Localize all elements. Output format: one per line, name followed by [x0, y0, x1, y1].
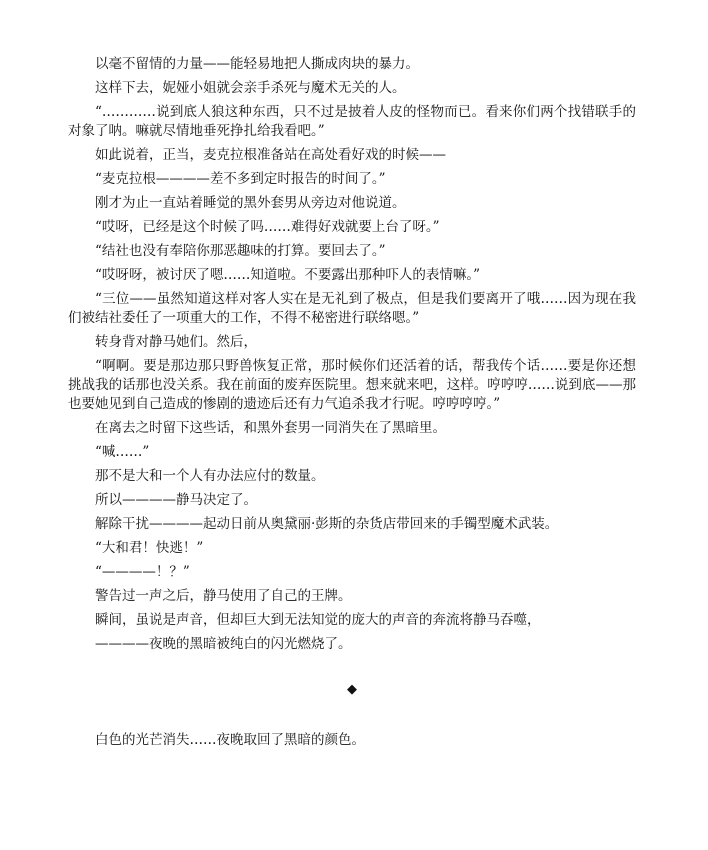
paragraph: 以毫不留情的力量——能轻易地把人撕成肉块的暴力。 — [95, 56, 419, 72]
paragraph: 这样下去，妮娅小姐就会亲手杀死与魔术无关的人。 — [95, 80, 406, 96]
paragraph: “哎呀呀，被讨厌了嗯……知道啦。不要露出那种吓人的表情嘛。” — [95, 267, 481, 283]
paragraph: 转身背对静马她们。然后， — [95, 334, 257, 350]
paragraph: “大和君！快逃！” — [95, 540, 204, 556]
paragraph: “喊……” — [95, 444, 150, 460]
paragraph: 那不是大和一个人有办法应付的数量。 — [95, 468, 325, 484]
paragraph: “————！？” — [95, 564, 190, 580]
document-page — [68, 55, 636, 750]
paragraph: 瞬间，虽说是声音，但却巨大到无法知觉的庞大的声音的奔流将静马吞噬， — [95, 612, 541, 628]
paragraph: “啊啊。要是那边那只野兽恢复正常，那时候你们还活着的话，帮我传个话……要是你还想挑战我的话那也没关系。我在前面的废弃医院里。想来就来吧，这样。哼哼哼……说到底——那也要她见到自己造成的惨剧的遗迹后还有力气追杀我才行呢。哼哼哼哼。” — [68, 358, 636, 412]
section-divider: ◆ — [347, 682, 357, 697]
paragraph: 解除干扰————起动日前从奥黛丽·彭斯的杂货店带回来的手镯型魔术武装。 — [95, 516, 559, 532]
paragraph: 刚才为止一直站着睡觉的黑外套男从旁边对他说道。 — [95, 195, 406, 211]
paragraph: “三位——虽然知道这样对客人实在是无礼到了极点，但是我们要离开了哦……因为现在我们被结社委任了一项重大的工作，不得不秘密进行联络嗯。” — [68, 291, 636, 326]
paragraph: “麦克拉根————差不多到定时报告的时间了。” — [95, 171, 386, 187]
paragraph: 在离去之时留下这些话，和黑外套男一同消失在了黑暗里。 — [95, 420, 446, 436]
body-text — [68, 55, 636, 654]
paragraph: “…………说到底人狼这种东西，只不过是披着人皮的怪物而已。看来你们两个找错联手的对象了呐。嘛就尽情地垂死挣扎给我看吧。” — [68, 104, 636, 139]
paragraph: 如此说着，正当，麦克拉根准备站在高处看好戏的时候—— — [95, 147, 446, 163]
paragraph: 所以————静马决定了。 — [95, 492, 257, 508]
paragraph: ————夜晚的黑暗被纯白的闪光燃烧了。 — [95, 636, 352, 652]
paragraph: 警告过一声之后，静马使用了自己的王牌。 — [95, 588, 352, 604]
paragraph: “结社也没有奉陪你那恶趣味的打算。要回去了。” — [95, 243, 386, 259]
paragraph: “哎呀，已经是这个时候了吗……难得好戏就要上台了呀。” — [95, 219, 440, 235]
paragraph-after-divider: 白色的光芒消失……夜晚取回了黑暗的颜色。 — [95, 732, 365, 748]
